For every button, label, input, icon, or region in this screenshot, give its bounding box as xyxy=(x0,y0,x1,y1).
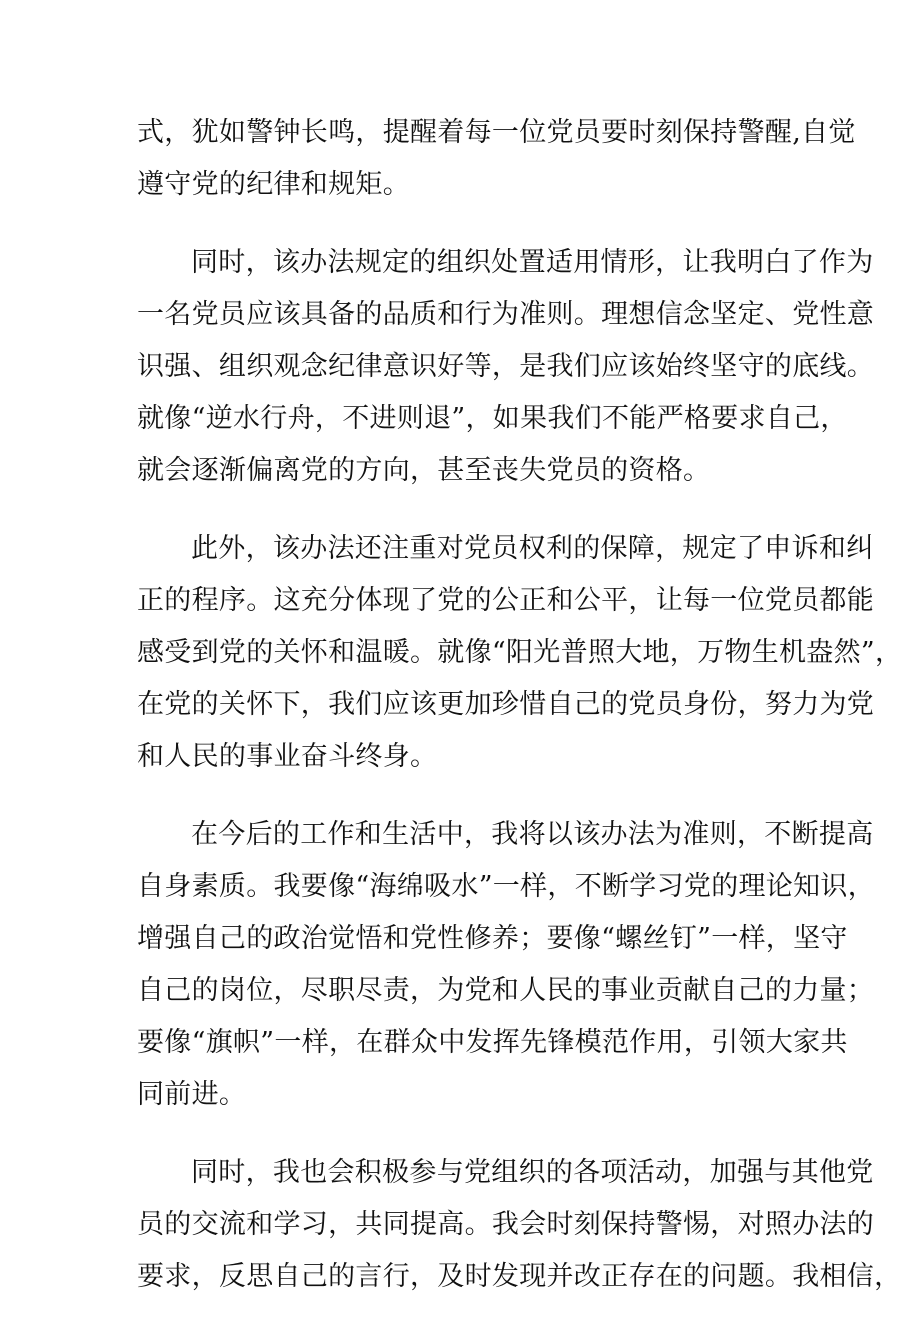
paragraph-line: 一名党员应该具备的品质和行为准则。理想信念坚定、党性意 xyxy=(137,299,875,330)
paragraph-line: 要求，反思自己的言行，及时发现并改正存在的问题。我相信， xyxy=(137,1261,902,1292)
paragraph-line: 正的程序。这充分体现了党的公正和公平，让每一位党员都能 xyxy=(137,585,875,616)
paragraph-3 xyxy=(137,523,903,783)
paragraph-line: 要像“旗帜”一样，在群众中发挥先锋模范作用，引领大家共 xyxy=(137,1027,848,1058)
paragraph-line: 自己的岗位，尽职尽责，为党和人民的事业贡献自己的力量； xyxy=(137,975,875,1006)
paragraph-2 xyxy=(137,237,875,497)
paragraph-line: 式，犹如警钟长鸣，提醒着每一位党员要时刻保持警醒,自觉 xyxy=(137,117,856,148)
paragraph-line: 就会逐渐偏离党的方向，甚至丧失党员的资格。 xyxy=(137,455,711,486)
paragraph-line: 在今后的工作和生活中，我将以该办法为准则，不断提高 xyxy=(191,819,874,850)
paragraph-5 xyxy=(137,1147,902,1303)
paragraph-line: 识强、组织观念纪律意识好等，是我们应该始终坚守的底线。 xyxy=(137,351,875,382)
paragraph-line: 同前进。 xyxy=(137,1079,247,1110)
paragraph-line: 此外，该办法还注重对党员权利的保障，规定了申诉和纠 xyxy=(191,533,874,564)
document-body xyxy=(137,107,903,1329)
paragraph-line: 就像“逆水行舟，不进则退”，如果我们不能严格要求自己， xyxy=(137,403,848,434)
paragraph-line: 增强自己的政治觉悟和党性修养；要像“螺丝钉”一样，坚守 xyxy=(137,923,848,954)
paragraph-line: 感受到党的关怀和温暖。就像“阳光普照大地，万物生机盎然”， xyxy=(137,637,903,668)
paragraph-line: 和人民的事业奋斗终身。 xyxy=(137,741,438,772)
paragraph-line: 同时，我也会积极参与党组织的各项活动，加强与其他党 xyxy=(191,1157,874,1188)
paragraph-4 xyxy=(137,809,876,1121)
paragraph-line: 自身素质。我要像“海绵吸水”一样，不断学习党的理论知识， xyxy=(137,871,876,902)
paragraph-line: 同时，该办法规定的组织处置适用情形，让我明白了作为 xyxy=(191,247,874,278)
paragraph-line: 员的交流和学习，共同提高。我会时刻保持警惕，对照办法的 xyxy=(137,1209,875,1240)
paragraph-1 xyxy=(137,107,856,211)
paragraph-line: 在党的关怀下，我们应该更加珍惜自己的党员身份，努力为党 xyxy=(137,689,875,720)
paragraph-line: 遵守党的纪律和规矩。 xyxy=(137,169,410,200)
